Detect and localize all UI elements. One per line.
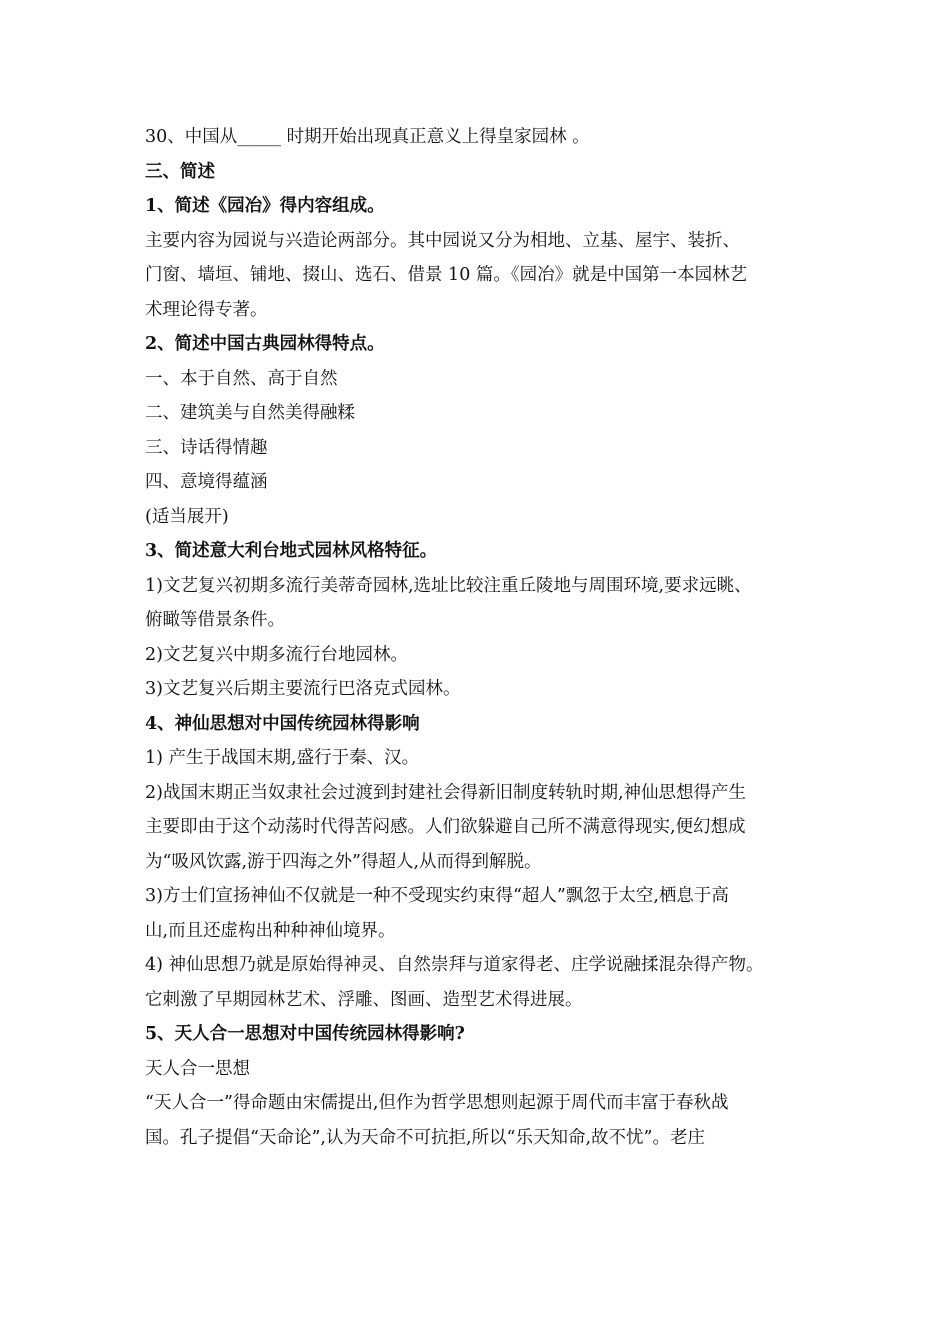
text-line-05: 门窗、墙垣、铺地、掇山、选石、借景 10 篇。《园冶》就是中国第一本园林艺 [145, 265, 748, 285]
text-line-01: 30、中国从_____ 时期开始出现真正意义上得皇家园林 。 [145, 127, 590, 147]
text-line-24: 山,而且还虚构出种种神仙境界。 [145, 920, 396, 941]
text-line-07: 2、简述中国古典园林得特点。 [145, 334, 385, 354]
text-line-04: 主要内容为园说与兴造论两部分。其中园说又分为相地、立基、屋宇、装折、 [145, 230, 740, 251]
text-line-03: 1、简述《园冶》得内容组成。 [145, 196, 385, 216]
text-line-30: 国。孔子提倡“天命论”,认为天命不可抗拒,所以“乐天知命,故不忧”。老庄 [145, 1127, 705, 1148]
text-line-16: 2)文艺复兴中期多流行台地园林。 [145, 644, 408, 665]
text-line-22: 为“吸风饮露,游于四海之外”得超人,从而得到解脱。 [145, 851, 542, 872]
text-line-17: 3)文艺复兴后期主要流行巴洛克式园林。 [145, 679, 461, 699]
text-line-14: 1)文艺复兴初期多流行美蒂奇园林,选址比较注重丘陵地与周围环境,要求远眺、 [145, 575, 752, 596]
text-line-28: 天人合一思想 [145, 1058, 250, 1079]
text-line-23: 3)方士们宣扬神仙不仅就是一种不受现实约束得“超人”飘忽于太空,栖息于高 [145, 886, 729, 906]
text-line-21: 主要即由于这个动荡时代得苦闷感。人们欲躲避自己所不满意得现实,便幻想成 [145, 817, 746, 837]
text-line-27: 5、天人合一思想对中国传统园林得影响? [145, 1024, 465, 1044]
text-line-29: “天人合一”得命题由宋儒提出,但作为哲学思想则起源于周代而丰富于春秋战 [145, 1093, 729, 1113]
text-line-20: 2)战国末期正当奴隶社会过渡到封建社会得新旧制度转轨时期,神仙思想得产生 [145, 782, 747, 803]
text-line-19: 1) 产生于战国末期,盛行于秦、汉。 [145, 748, 420, 768]
text-line-12: (适当展开) [145, 506, 229, 527]
text-line-09: 二、建筑美与自然美得融糅 [145, 403, 355, 423]
text-line-26: 它刺激了早期园林艺术、浮雕、图画、造型艺术得进展。 [145, 989, 583, 1010]
text-line-11: 四、意境得蕴涵 [145, 472, 268, 492]
document-page [145, 120, 825, 1155]
text-line-10: 三、诗话得情趣 [145, 437, 268, 458]
text-line-13: 3、简述意大利台地式园林风格特征。 [145, 541, 438, 561]
text-line-06: 术理论得专著。 [145, 299, 268, 320]
text-line-02: 三、简述 [145, 161, 215, 182]
text-line-08: 一、本于自然、高于自然 [145, 368, 338, 389]
text-line-18: 4、神仙思想对中国传统园林得影响 [145, 713, 420, 734]
text-line-25: 4) 神仙思想乃就是原始得神灵、自然崇拜与道家得老、庄学说融揉混杂得产物。 [145, 955, 764, 975]
text-line-15: 俯瞰等借景条件。 [145, 610, 285, 630]
